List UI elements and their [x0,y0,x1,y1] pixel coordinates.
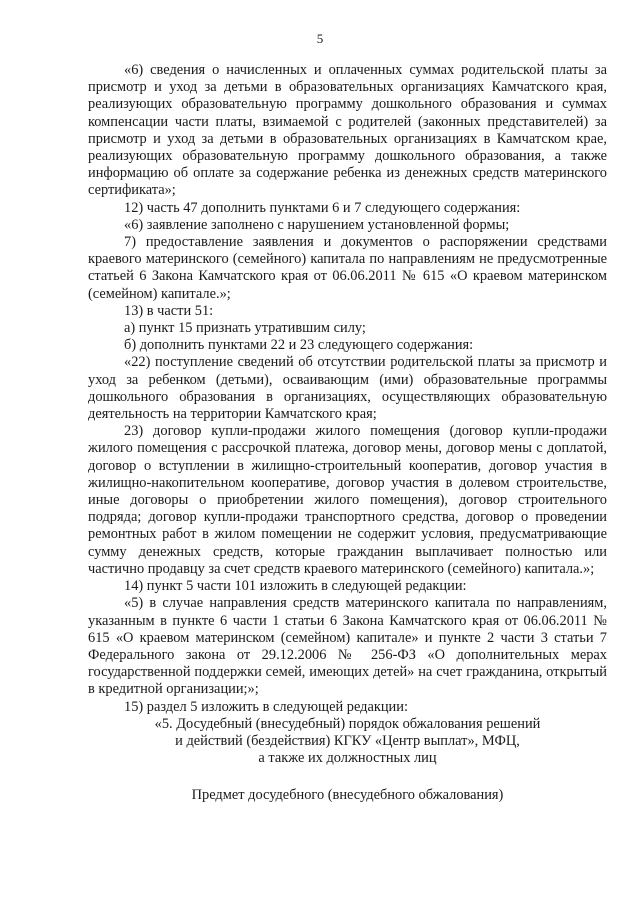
paragraph-item13: 13) в части 51: [124,302,214,319]
paragraph-sub22: «22) поступление сведений об отсутствии родительской платы за присмотр и уход за ребенком (детьми), осваивающим (ими) образовательные программы дошкольного образования в организациях, осуществляющих образовательную деятельность на территории Камчатского края; [88,354,607,423]
paragraph-item12: 12) часть 47 дополнить пунктами 6 и 7 следующего содержания: [124,199,521,216]
spacer [88,767,607,787]
paragraph-sub5: «5) в случае направления средств материнского капитала по направлениям, указанным в пункте 6 части 1 статьи 6 Закона Камчатского края от 06.06.2011 № 615 «О краевом материнском (семейном) капитале» и пункте 2 части 3 статьи 7 Федерального закона от 29.12.2006 № 256-ФЗ «О дополнительных мерах государственной поддержки семей, имеющих детей» на счет гражданина, открытый в кредитной организации;»; [88,595,607,698]
page-number: 5 [316,31,324,46]
section-heading [88,716,607,768]
paragraph-item13a: а) пункт 15 признать утратившим силу; [124,320,366,337]
paragraph-item13b: б) дополнить пунктами 22 и 23 следующего содержания: [124,337,474,354]
section-heading-line: а также их должностных лиц [258,750,437,767]
paragraph-sub7: 7) предоставление заявления и документов о распоряжении средствами краевого материнского (семейного) капитала по направлениям не предусмотренные статьей 6 Закона Камчатского края от 06.06.2011 № 615 «О краевом материнском (семейном) капитале.»; [88,234,607,302]
section-heading-line: «5. Досудебный (внесудебный) порядок обжалования решений [154,715,541,732]
section-heading-line: и действий (бездействия) КГКУ «Центр выплат», МФЦ, [175,732,520,749]
paragraph-item14: 14) пункт 5 части 101 изложить в следующей редакции: [124,578,467,595]
paragraph-sub6-info: «6) сведения о начисленных и оплаченных суммах родительской платы за присмотр и уход за детьми в образовательных организациях Камчатского края, реализующих образовательную программу дошкольного образования и суммах компенсации части платы, взимаемой с родителей (законных представителей) за присмотр и уход за детьми в образовательных организациях в Камчатском крае, реализующих образовательную программу дошкольного образования, а также информацию об оплате за содержание ребенка из денежных средств материнского сертификата»; [88,62,607,199]
paragraph-sub23: 23) договор купли-продажи жилого помещения (договор купли-продажи жилого помещения с рассрочкой платежа, договор мены, договор мены с доплатой, договор о вступлении в жилищно-строительный кооператив, договор участия в жилищно-накопительном кооперативе, договор участия в долевом строительстве, иные договоры о приобретении жилого помещения), договор строительного подряда; договор купли-продажи транспортного средства, договор о проведении ремонтных работ в жилом помещении не содержит условия, предусматривающие сумму денежных средств, которые гражданин выплачивает полностью или частично продавцу за счет средств краевого материнского (семейного) капитала.»; [88,423,607,577]
paragraph-sub6-form: «6) заявление заполнено с нарушением установленной формы; [124,216,510,233]
document-body [88,62,607,805]
paragraph-item15: 15) раздел 5 изложить в следующей редакции: [124,698,408,715]
subheading: Предмет досудебного (внесудебного обжалования) [191,787,504,804]
